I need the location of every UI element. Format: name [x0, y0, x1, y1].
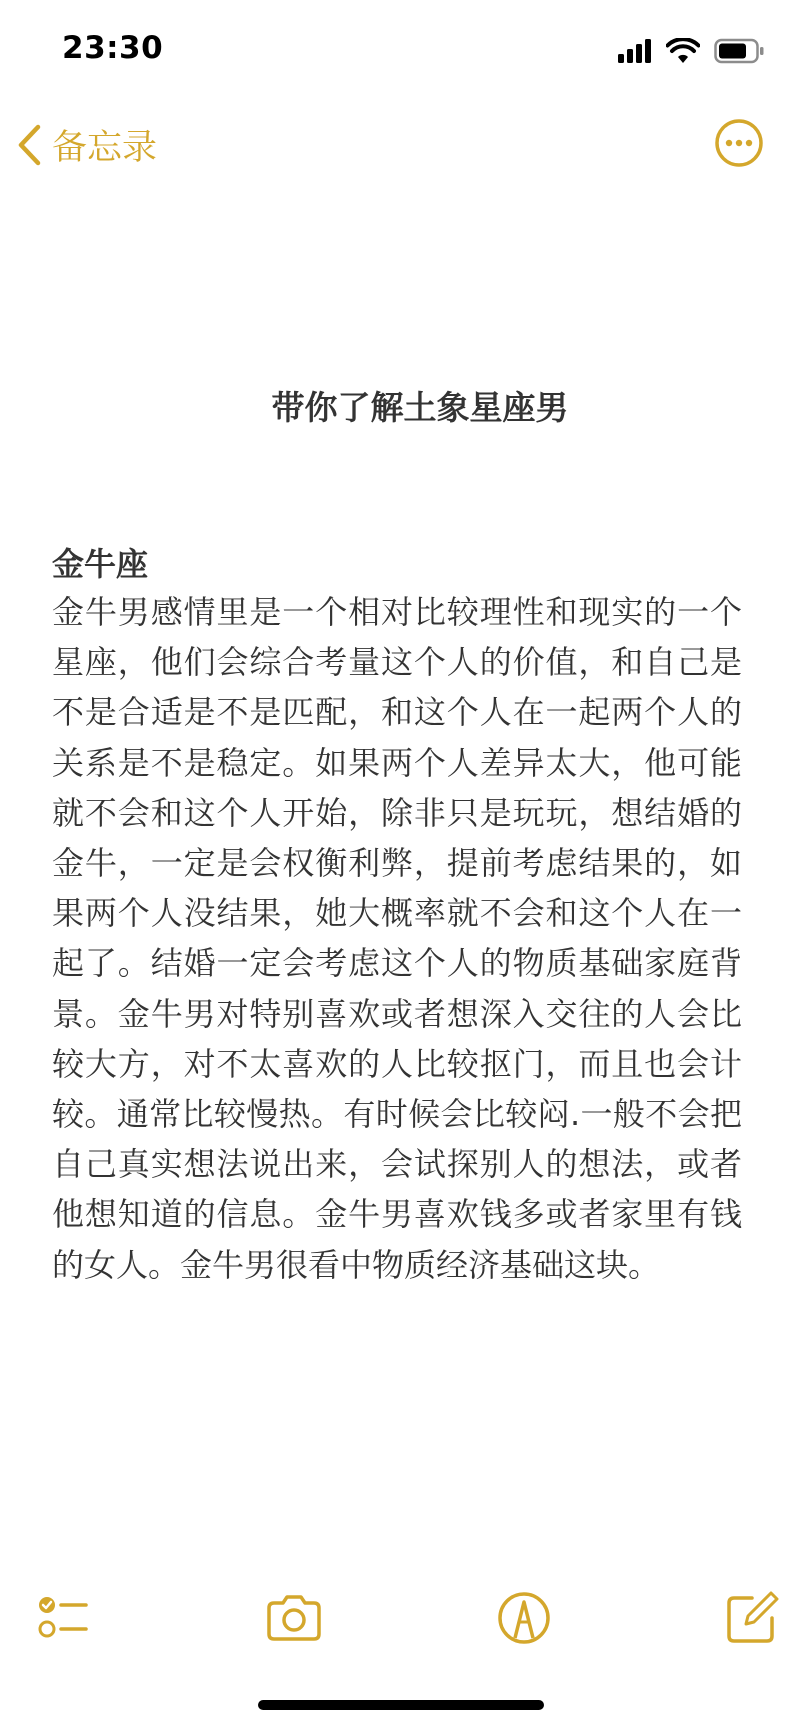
more-button[interactable]: [714, 118, 764, 168]
markup-button[interactable]: [494, 1588, 554, 1648]
chevron-left-icon: [16, 124, 42, 166]
camera-icon: [264, 1588, 324, 1648]
note-title: 带你了解土象星座男: [271, 388, 569, 427]
compose-button[interactable]: [722, 1588, 782, 1648]
cellular-signal-icon: [618, 39, 652, 63]
back-button[interactable]: [16, 120, 157, 170]
home-indicator: [258, 1700, 544, 1710]
status-icons: [618, 36, 764, 66]
note-heading: 金牛座: [52, 545, 149, 583]
camera-button[interactable]: [264, 1588, 324, 1648]
markup-pen-icon: [494, 1588, 554, 1648]
note-paragraph: 金牛男感情里是一个相对比较理性和现实的一个星座，他们会综合考量这个人的价值，和自己是不是合适是不是匹配，和这个人在一起两个人的关系是不是稳定。如果两个人差异太大，他可能就不会和这个人开始，除非只是玩玩，想结婚的金牛，一定是会权衡利弊，提前考虑结果的，如果两个人没结果，她大概率就不会和这个人在一起了。结婚一定会考虑这个人的物质基础家庭背景。金牛男对特别喜欢或者想深入交往的人会比较大方，对不太喜欢的人比较抠门，而且也会计较。通常比较慢热。有时候会比较闷.一般不会把自己真实想法说出来，会试探别人的想法，或者他想知道的信息。金牛男喜欢钱多或者家里有钱的女人。金牛男很看中物质经济基础这块。: [52, 593, 742, 1284]
wifi-icon: [666, 38, 700, 64]
nav-bar: [0, 100, 800, 186]
bottom-toolbar: [0, 1568, 800, 1668]
status-bar: [0, 0, 800, 100]
ellipsis-circle-icon: [714, 118, 764, 168]
battery-icon: [714, 38, 764, 64]
compose-icon: [722, 1588, 782, 1648]
checklist-button[interactable]: [36, 1588, 96, 1648]
checklist-icon: [36, 1588, 96, 1648]
back-label: 备忘录: [52, 128, 158, 168]
note-body[interactable]: [52, 360, 752, 1290]
status-time: 23:30: [62, 30, 164, 66]
